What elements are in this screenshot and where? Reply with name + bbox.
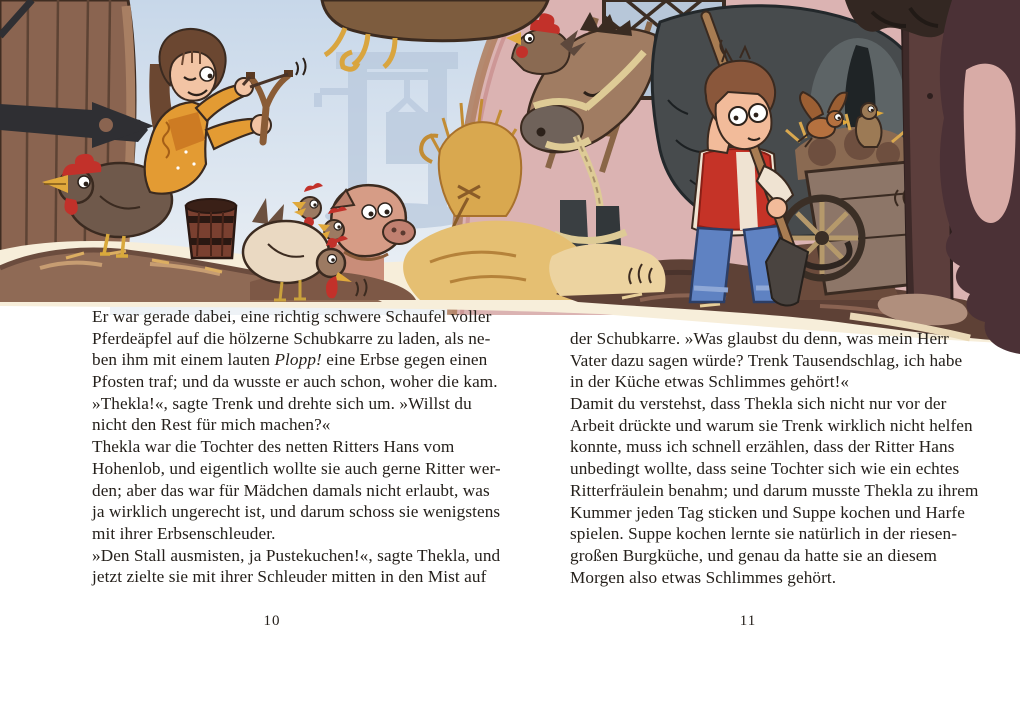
text-line: großen Burgküche, und genau da hatte sie an diesem — [570, 545, 937, 565]
text-line: spielen. Suppe kochen lernte sie natürlich in der riesen- — [570, 524, 958, 544]
text-line: Arbeit drückte und warum sie Trenk wirklich nicht helfen — [570, 415, 973, 435]
onomatopoeia-plopp: Plopp! — [274, 350, 322, 370]
text-line: nicht den Rest für mich machen?« — [92, 415, 331, 435]
text-line-plopp — [92, 349, 501, 371]
right-page-text — [570, 328, 979, 588]
text-line: konnte, muss ich schnell erzählen, dass der Ritter Hans — [570, 437, 955, 457]
text-line: Vater dazu sagen würde? Trenk Tausendschlag, ich habe — [570, 350, 963, 370]
text-line: »Den Stall ausmisten, ja Pustekuchen!«, sagte Thekla, und — [92, 545, 501, 565]
text-line: Pfosten traf; und da wusste er auch schon, woher die kam. — [92, 372, 498, 392]
text-line: Morgen also etwas Schlimmes gehört. — [570, 567, 837, 587]
text-line: Er war gerade dabei, eine richtig schwere Schaufel voller — [92, 307, 492, 326]
text-line: Kummer jeden Tag sticken und Suppe kochen und Harfe — [570, 502, 965, 522]
text-line: Pferdeäpfel auf die hölzerne Schubkarre zu laden, als ne- — [92, 328, 491, 348]
barrel — [186, 199, 236, 258]
text-line: in der Küche etwas Schlimmes gehört!« — [570, 372, 850, 392]
text-line: Damit du verstehst, dass Thekla sich nicht nur vor der — [570, 394, 947, 414]
text-line: »Thekla!«, sagte Trenk und drehte sich um. »Willst du — [92, 393, 472, 413]
text-line: jetzt zielte sie mit ihrer Schleuder mitten in den Mist auf — [92, 567, 487, 587]
plopp-post: eine Erbse gegen einen — [321, 350, 488, 370]
left-page-text — [92, 306, 501, 588]
text-line: mit ihrer Erbsenschleuder. — [92, 523, 276, 543]
text-line: der Schubkarre. »Was glaubst du denn, was mein Herr — [570, 329, 949, 348]
page-number-left: 10 — [263, 613, 281, 629]
text-line: unbedingt wollte, dass seine Tochter sich wie ein echtes — [570, 459, 960, 479]
text-line: Hohenlob, und eigentlich wollte sie auch gerne Ritter wer- — [92, 458, 501, 478]
text-line: Ritterfräulein benahm; und darum musste Thekla zu ihrem — [570, 480, 979, 500]
text-line: den; aber das war für Mädchen damals nicht erlaubt, was — [92, 480, 490, 500]
text-line: ja wirklich ungerecht ist, und darum schoss sie wenigstens — [92, 502, 501, 522]
page-number-right: 11 — [739, 613, 757, 629]
plopp-pre: ben ihm mit einem lauten — [92, 350, 275, 370]
text-line: Thekla war die Tochter des netten Ritters Hans vom — [92, 437, 455, 457]
